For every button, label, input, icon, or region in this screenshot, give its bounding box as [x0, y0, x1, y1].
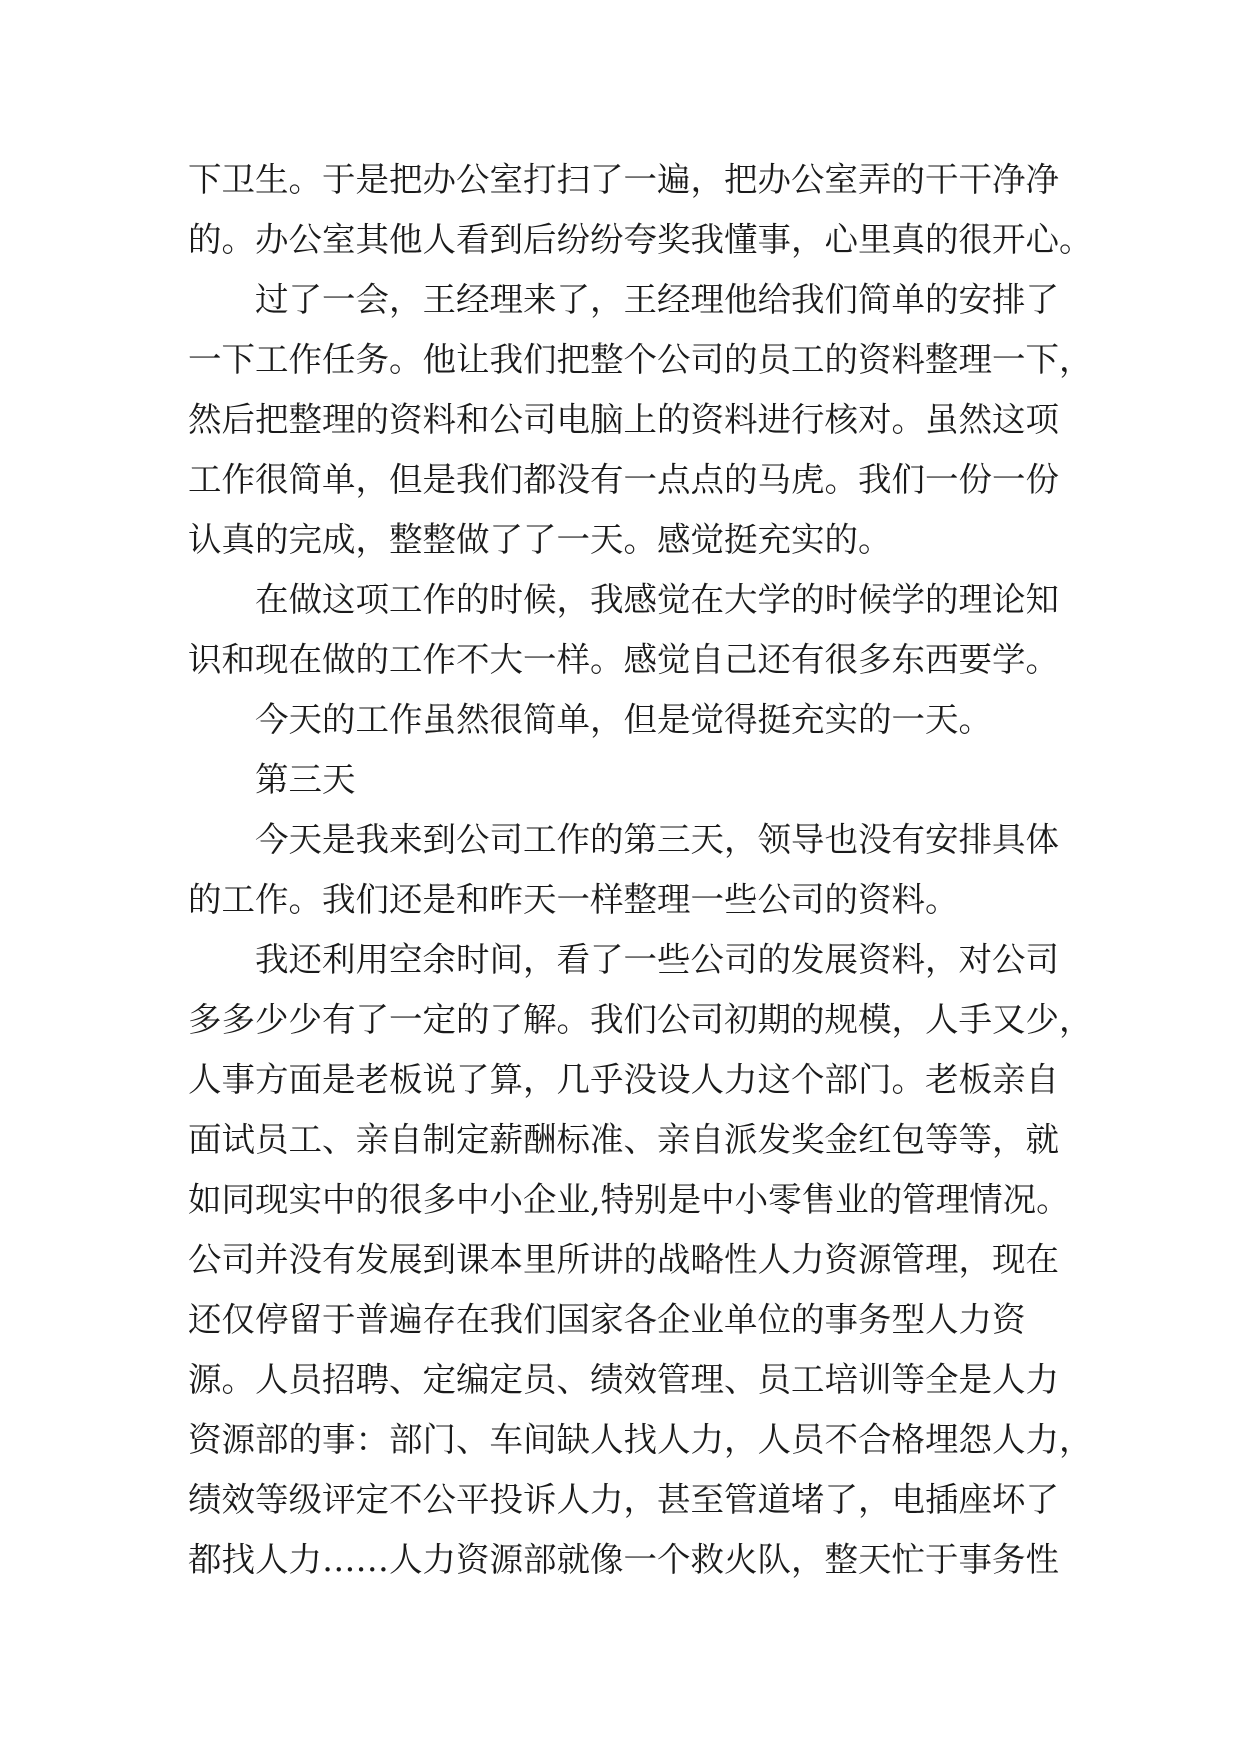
text-line: 然后把整理的资料和公司电脑上的资料进行核对。虽然这项	[188, 400, 1059, 439]
text-line: 绩效等级评定不公平投诉人力，甚至管道堵了，电插座坏了	[188, 1480, 1059, 1519]
text-line: 多多少少有了一定的了解。我们公司初期的规模，人手又少，	[188, 1000, 1093, 1039]
body-text	[188, 150, 1093, 1590]
paragraph-start-line: 过了一会，王经理来了，王经理他给我们简单的安排了	[255, 280, 1059, 319]
section-heading: 第三天	[255, 760, 356, 799]
text-line: 工作很简单，但是我们都没有一点点的马虎。我们一份一份	[188, 460, 1059, 499]
text-line: 资源部的事：部门、车间缺人找人力，人员不合格埋怨人力，	[188, 1420, 1093, 1459]
text-line: 识和现在做的工作不大一样。感觉自己还有很多东西要学。	[188, 640, 1059, 679]
text-line: 一下工作任务。他让我们把整个公司的员工的资料整理一下，	[188, 340, 1093, 379]
text-line: 的。办公室其他人看到后纷纷夸奖我懂事，心里真的很开心。	[188, 220, 1093, 259]
text-line: 公司并没有发展到课本里所讲的战略性人力资源管理，现在	[188, 1240, 1059, 1279]
paragraph-start-line: 在做这项工作的时候，我感觉在大学的时候学的理论知	[255, 580, 1059, 619]
text-line: 都找人力……人力资源部就像一个救火队，整天忙于事务性	[188, 1540, 1059, 1579]
text-line: 源。人员招聘、定编定员、绩效管理、员工培训等全是人力	[188, 1360, 1059, 1399]
text-line: 还仅停留于普遍存在我们国家各企业单位的事务型人力资	[188, 1300, 1026, 1339]
paragraph-start-line: 我还利用空余时间，看了一些公司的发展资料，对公司	[255, 940, 1059, 979]
text-line: 下卫生。于是把办公室打扫了一遍，把办公室弄的干干净净	[188, 160, 1059, 199]
paragraph-start-line: 今天是我来到公司工作的第三天，领导也没有安排具体	[255, 820, 1059, 859]
text-line: 人事方面是老板说了算，几乎没设人力这个部门。老板亲自	[188, 1060, 1059, 1099]
text-line: 面试员工、亲自制定薪酬标准、亲自派发奖金红包等等，就	[188, 1120, 1059, 1159]
paragraph-start-line: 今天的工作虽然很简单，但是觉得挺充实的一天。	[255, 700, 992, 739]
text-line: 如同现实中的很多中小企业,特别是中小零售业的管理情况。	[188, 1180, 1070, 1219]
text-line: 认真的完成，整整做了了一天。感觉挺充实的。	[188, 520, 892, 559]
text-line: 的工作。我们还是和昨天一样整理一些公司的资料。	[188, 880, 959, 919]
